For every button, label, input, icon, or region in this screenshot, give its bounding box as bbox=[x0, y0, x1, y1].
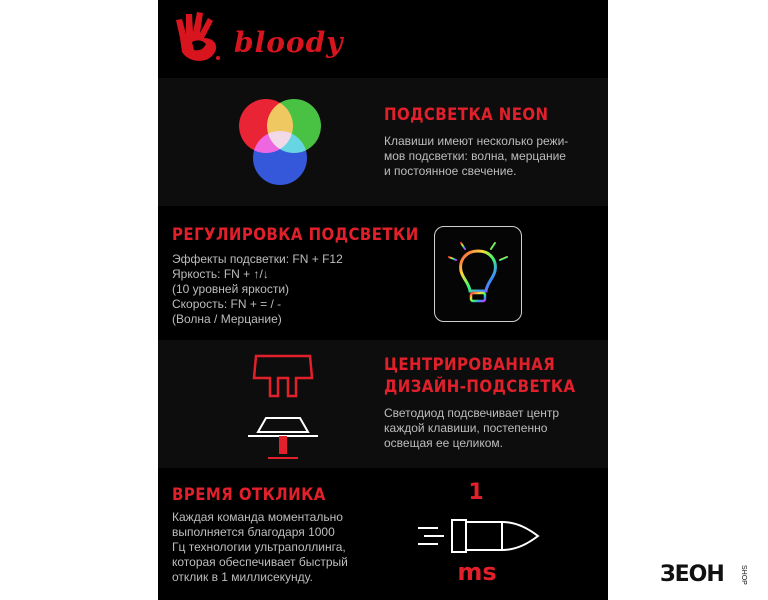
text-line: (10 уровней яркости) bbox=[172, 282, 290, 296]
section-neon-backlight bbox=[158, 78, 608, 206]
text-line: Гц технологии ультраполлинга, bbox=[172, 540, 346, 554]
section-description bbox=[172, 510, 348, 585]
title-line: ДИЗАЙН-ПОДСВЕТКА bbox=[384, 377, 576, 397]
text-line: (Волна / Мерцание) bbox=[172, 312, 282, 326]
response-unit: ms bbox=[457, 558, 497, 586]
lightbulb-frame bbox=[434, 226, 522, 322]
text-line: выполняется благодаря 1000 bbox=[172, 525, 335, 539]
text-line: которая обеспечивает быстрый bbox=[172, 555, 348, 569]
watermark-subtext: SHOP bbox=[740, 565, 747, 585]
keycap-icon bbox=[246, 350, 320, 460]
section-centered-led bbox=[158, 340, 608, 468]
section-title: ВРЕМЯ ОТКЛИКА bbox=[172, 485, 326, 505]
section-description bbox=[172, 252, 343, 327]
text-line: Светодиод подсвечивает центр bbox=[384, 406, 560, 420]
text-line: и постоянное свечение. bbox=[384, 164, 517, 178]
lightbulb-icon bbox=[435, 227, 521, 321]
text-line: освещая ее целиком. bbox=[384, 436, 504, 450]
bloody-hand-icon bbox=[172, 8, 232, 64]
text-line: Скорость: FN + = / - bbox=[172, 297, 282, 311]
text-line: Яркость: FN + ↑/↓ bbox=[172, 267, 269, 281]
watermark-text: ЗЕОН bbox=[660, 562, 724, 587]
section-response-time bbox=[158, 470, 608, 600]
text-line: Каждая команда моментально bbox=[172, 510, 343, 524]
text-line: Эффекты подсветки: FN + F12 bbox=[172, 252, 343, 266]
section-description bbox=[384, 406, 559, 451]
rgb-circles-icon bbox=[238, 94, 322, 190]
text-line: Клавиши имеют несколько режи- bbox=[384, 134, 569, 148]
text-line: отклик в 1 миллисекунду. bbox=[172, 570, 313, 584]
section-title: РЕГУЛИРОВКА ПОДСВЕТКИ bbox=[172, 225, 419, 245]
section-backlight-adjustment bbox=[158, 210, 608, 338]
section-title bbox=[384, 354, 576, 398]
bullet-icon bbox=[414, 506, 540, 566]
zeon-watermark bbox=[660, 562, 750, 588]
section-title: ПОДСВЕТКА NEON bbox=[384, 105, 549, 125]
section-description bbox=[384, 134, 568, 179]
title-line: ЦЕНТРИРОВАННАЯ bbox=[384, 355, 556, 375]
bloody-logo bbox=[172, 8, 344, 64]
text-line: каждой клавиши, постепенно bbox=[384, 421, 548, 435]
response-value: 1 bbox=[468, 480, 484, 505]
logo-text: bloody bbox=[234, 26, 344, 59]
text-line: мов подсветки: волна, мерцание bbox=[384, 149, 566, 163]
product-info-panel bbox=[158, 0, 608, 600]
